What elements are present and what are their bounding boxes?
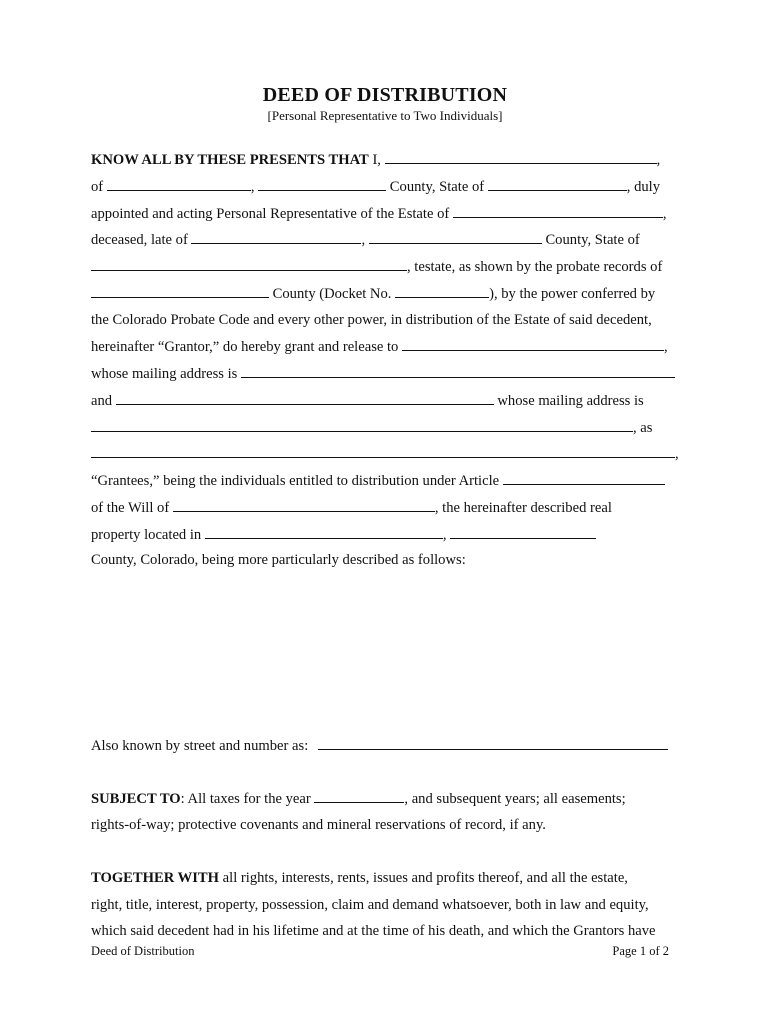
grantor-city-field[interactable] — [107, 177, 251, 191]
docket-number-field[interactable] — [395, 284, 489, 298]
line-1: KNOW ALL BY THESE PRESENTS THAT I, , — [91, 152, 661, 168]
grantee-1-name-field[interactable] — [402, 337, 664, 351]
subject-to-line: SUBJECT TO: All taxes for the year , and subsequent years; all easements; — [91, 791, 626, 807]
line-4: deceased, late of , County, State of — [91, 232, 640, 248]
decedent-city-field[interactable] — [191, 230, 361, 244]
article-field[interactable] — [503, 471, 665, 485]
together-with-line: TOGETHER WITH all rights, interests, rents, issues and profits thereof, and all the estate, — [91, 870, 628, 886]
tax-year-field[interactable] — [314, 789, 404, 803]
document-title: DEED OF DISTRIBUTION — [262, 84, 508, 106]
line-12: , — [91, 444, 681, 463]
grantee-2-address-field[interactable] — [91, 418, 633, 432]
line-10: and whose mailing address is — [91, 393, 644, 409]
grantee-2-name-field[interactable] — [116, 391, 494, 405]
property-county-field[interactable] — [450, 525, 596, 539]
subject-to-line-2: rights-of-way; protective covenants and mineral reservations of record, if any. — [91, 817, 546, 833]
document-subtitle: [Personal Representative to Two Individuals] — [267, 108, 503, 123]
line-5: , testate, as shown by the probate records of — [91, 257, 681, 276]
line-7: the Colorado Probate Code and every other power, in distribution of the Estate of said decedent, — [91, 312, 652, 328]
together-with-line-3: which said decedent had in his lifetime and at the time of his death, and which the Grantors have — [91, 923, 656, 939]
will-of-field[interactable] — [173, 498, 435, 512]
estate-of-field[interactable] — [453, 204, 663, 218]
probate-county-field[interactable] — [91, 284, 269, 298]
line-16: County, Colorado, being more particularly described as follows: — [91, 552, 466, 568]
line-3: appointed and acting Personal Representative of the Estate of , — [91, 206, 667, 222]
footer-page-number: Page 1 of 2 — [612, 944, 669, 958]
grantor-name-field[interactable] — [385, 150, 657, 164]
street-address-field[interactable] — [318, 736, 668, 750]
line-15: property located in , — [91, 525, 681, 544]
line-13: “Grantees,” being the individuals entitled to distribution under Article — [91, 471, 681, 490]
grantee-1-address-field[interactable] — [241, 364, 675, 378]
line-6: County (Docket No. ), by the power conferred by — [91, 284, 681, 303]
decedent-state-field[interactable] — [91, 257, 407, 271]
grantees-as-field[interactable] — [91, 444, 675, 458]
together-with-line-2: right, title, interest, property, possession, claim and demand whatsoever, both in law and equity, — [91, 897, 649, 913]
decedent-county-field[interactable] — [369, 230, 542, 244]
subject-to-heading: SUBJECT TO — [91, 791, 181, 807]
line-8: hereinafter “Grantor,” do hereby grant and release to , — [91, 339, 668, 355]
line-11: , as — [91, 418, 681, 437]
property-location-field[interactable] — [205, 525, 443, 539]
line-2: of , County, State of , duly — [91, 179, 661, 195]
grantor-county-field[interactable] — [258, 177, 386, 191]
page-footer — [91, 944, 669, 959]
line-9: whose mailing address is — [91, 364, 681, 383]
footer-document-name: Deed of Distribution — [91, 944, 195, 958]
grantor-state-field[interactable] — [488, 177, 627, 191]
street-address-line: Also known by street and number as: — [91, 736, 681, 755]
line-14: of the Will of , the hereinafter described real — [91, 500, 612, 516]
know-all-heading: KNOW ALL BY THESE PRESENTS THAT — [91, 152, 369, 168]
together-with-heading: TOGETHER WITH — [91, 870, 220, 886]
